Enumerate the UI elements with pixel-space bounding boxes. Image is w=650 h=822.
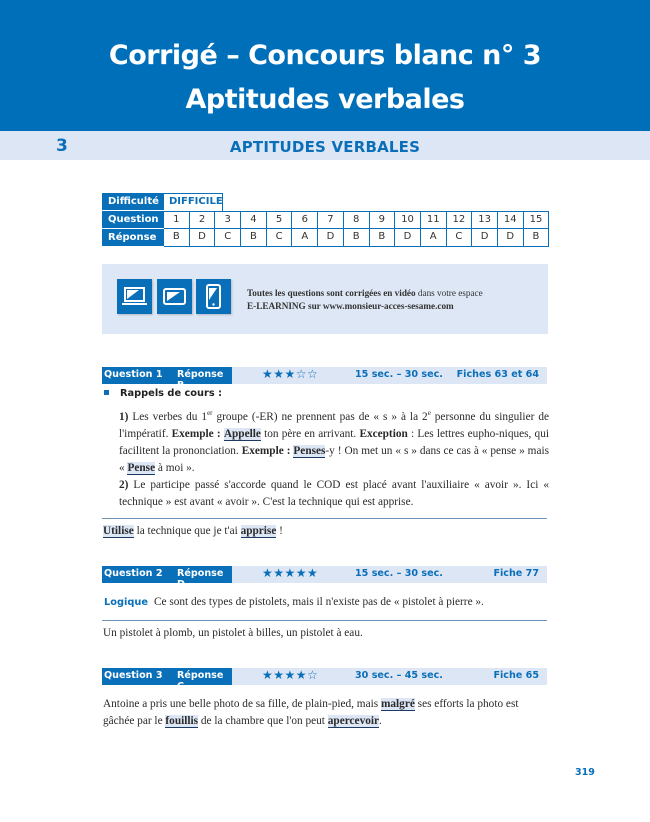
question-number: 7: [318, 211, 344, 229]
answer-grid: [102, 193, 549, 247]
text: Le participe passé s'accorde quand le COD est placé avant l'auxiliaire « avoir ». Ici « technique » est avant « avoir ». C'est la technique qui est apprise.: [119, 478, 549, 508]
highlighted-word: Appelle: [223, 427, 261, 440]
question-number: 1: [164, 211, 190, 229]
example-label: Exemple :: [241, 444, 291, 457]
elearning-text-bold: Toutes les questions sont corrigées en vidéo: [247, 288, 416, 298]
text: Les verbes du 1: [128, 410, 208, 423]
answer-label: Réponse B: [177, 369, 224, 391]
example-label: Exemple :: [171, 427, 221, 440]
time-estimate: 15 sec. – 30 sec.: [355, 568, 443, 579]
answer-letter: C: [447, 229, 473, 247]
answer-letter: D: [318, 229, 344, 247]
bullet-square-icon: [104, 390, 109, 395]
text: la technique que je t'ai: [133, 525, 241, 537]
highlighted-word: malgré: [380, 698, 415, 710]
answer-letter: D: [498, 229, 524, 247]
answer-letter: B: [524, 229, 550, 247]
question-number: 14: [498, 211, 524, 229]
elearning-link[interactable]: E-LEARNING sur www.monsieur-acces-sesame.com: [247, 301, 454, 311]
section-number: 3: [56, 136, 68, 156]
question-label: Question 1: [104, 369, 163, 380]
tablet-icon: [157, 279, 192, 314]
question-3-header: [102, 668, 547, 692]
answer-letter: A: [292, 229, 318, 247]
elearning-box: [102, 264, 548, 334]
question-number: 13: [472, 211, 498, 229]
question-number: 10: [395, 211, 421, 229]
answer-label: Réponse: [102, 229, 164, 247]
answer-letter: B: [370, 229, 396, 247]
question-label: Question 3: [104, 670, 163, 681]
text: .: [379, 715, 382, 727]
answer-row: [102, 229, 549, 247]
text: : Les lettres eupho-niques, qui facilitent la prononciation.: [119, 427, 549, 457]
question-3-answer: [103, 696, 549, 730]
section-title: APTITUDES VERBALES: [229, 138, 421, 156]
divider: [102, 518, 547, 519]
highlighted-word: Pense: [127, 461, 156, 474]
answer-letter: D: [395, 229, 421, 247]
question-number: 5: [267, 211, 293, 229]
highlighted-word: Penses: [293, 444, 326, 457]
superscript: er: [207, 409, 213, 417]
question-number: 2: [190, 211, 216, 229]
divider: [102, 620, 547, 621]
answer-letter: C: [267, 229, 293, 247]
text: ton père en arrivant.: [260, 427, 360, 440]
highlighted-word: apercevoir: [327, 715, 380, 727]
question-2-id: [102, 566, 232, 590]
rappels-title-text: Rappels de cours :: [120, 388, 222, 399]
answer-letter: C: [215, 229, 241, 247]
question-number: 9: [370, 211, 396, 229]
logique-label: Logique: [104, 597, 148, 608]
question-label: Question: [102, 211, 164, 229]
text: groupe (-ER) ne prennent pas de « s » à la 2: [212, 410, 428, 423]
elearning-text-normal: dans votre espace: [415, 288, 483, 298]
text: !: [276, 525, 283, 537]
time-estimate: 15 sec. – 30 sec.: [355, 369, 443, 380]
fiche-reference: Fiche 65: [493, 670, 539, 681]
fiche-reference: Fiche 77: [493, 568, 539, 579]
question-number: 11: [421, 211, 447, 229]
difficulty-stars-icon: ★★★★★: [262, 566, 319, 580]
question-number: 15: [524, 211, 550, 229]
question-1-id: [102, 367, 232, 391]
answer-letter: B: [164, 229, 190, 247]
question-number: 6: [292, 211, 318, 229]
question-number: 3: [215, 211, 241, 229]
answer-label: Réponse C: [177, 670, 224, 692]
text: -y ! On met un « s » dans ce cas à « pense » mais «: [119, 444, 549, 474]
difficulty-stars-icon: ★★★☆☆: [262, 367, 319, 381]
question-number: 12: [447, 211, 473, 229]
question-row: [102, 211, 549, 229]
laptop-icon: [117, 279, 152, 314]
rappels-title: [104, 388, 222, 399]
time-estimate: 30 sec. – 45 sec.: [355, 670, 443, 681]
answer-label: Réponse D: [177, 568, 224, 590]
difficulty-label: Difficulté: [102, 193, 164, 211]
highlighted-word: Utilise: [103, 525, 134, 537]
rappels-body: [119, 405, 549, 511]
phone-icon: [196, 279, 231, 314]
question-1-answer: [103, 523, 283, 540]
chapter-banner: [0, 0, 650, 131]
question-2-answer: Un pistolet à plomb, un pistolet à billes, un pistolet à eau.: [103, 627, 363, 639]
question-number: 8: [344, 211, 370, 229]
difficulty-value: DIFFICILE: [164, 193, 223, 211]
point-1-number: 1): [119, 410, 129, 423]
section-header: [0, 131, 650, 160]
banner-subtitle: Aptitudes verbales: [185, 84, 465, 115]
elearning-text: [247, 287, 483, 313]
banner-title: Corrigé – Concours blanc n° 3: [108, 40, 542, 71]
question-number: 4: [241, 211, 267, 229]
text: ses efforts la photo est gâchée par le: [103, 698, 519, 727]
question-2-header: [102, 566, 547, 590]
superscript: e: [427, 409, 431, 417]
answer-letter: D: [190, 229, 216, 247]
text: Antoine a pris une belle photo de sa fille, de plain-pied, mais: [103, 698, 381, 710]
exception-label: Exception: [359, 427, 408, 440]
question-3-id: [102, 668, 232, 692]
answer-letter: B: [241, 229, 267, 247]
highlighted-word: fouillis: [165, 715, 199, 727]
text: personne du singulier de l'impératif.: [119, 410, 549, 440]
answer-letter: B: [344, 229, 370, 247]
difficulty-stars-icon: ★★★★☆: [262, 668, 319, 682]
text: Ce sont des types de pistolets, mais il n'existe pas de « pistolet à pierre ».: [153, 596, 484, 608]
question-1-header: [102, 367, 547, 391]
fiche-reference: Fiches 63 et 64: [456, 369, 539, 380]
text: de la chambre que l'on peut: [198, 715, 328, 727]
answer-letter: D: [472, 229, 498, 247]
highlighted-word: apprise: [240, 525, 277, 537]
point-2-number: 2): [119, 478, 129, 491]
difficulty-row: [102, 193, 549, 211]
answer-letter: A: [421, 229, 447, 247]
question-2-explanation: [104, 594, 484, 611]
text: à moi ».: [155, 461, 195, 474]
page-number: 319: [575, 767, 595, 778]
question-label: Question 2: [104, 568, 163, 579]
